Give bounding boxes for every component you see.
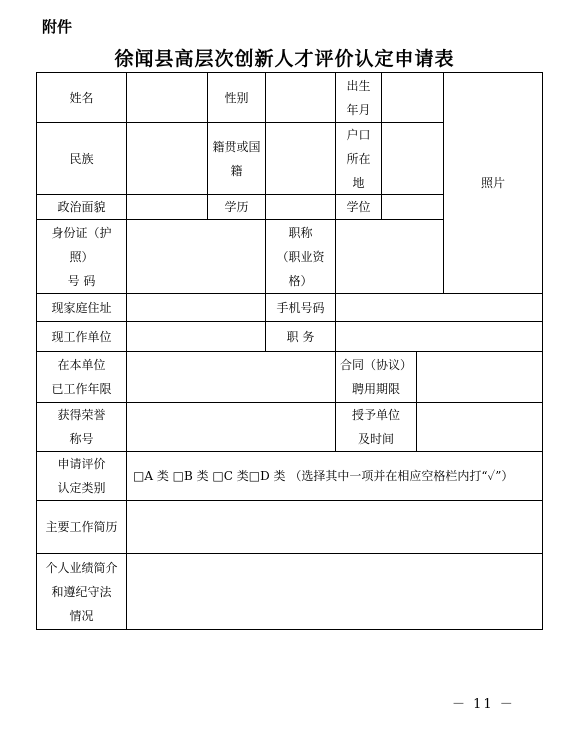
origin-field[interactable] [265,122,336,195]
label-political: 政治面貌 [36,194,127,220]
label-origin: 籍贯或国 籍 [207,122,266,195]
label-gender: 性别 [207,72,266,123]
label-employer: 现工作单位 [36,321,127,352]
political-field[interactable] [126,194,208,220]
label-category: 申请评价 认定类别 [36,451,127,501]
attachment-label: 附件 [42,18,73,36]
photo-box[interactable]: 照片 [443,72,543,294]
phone-field[interactable] [335,293,543,322]
hukou-field[interactable] [381,122,444,195]
honors-field[interactable] [126,402,336,452]
degree-field[interactable] [381,194,444,220]
resume-field[interactable] [126,500,543,554]
label-phone: 手机号码 [265,293,336,322]
performance-field[interactable] [126,553,543,630]
form-title: 徐闻县高层次创新人才评价认定申请表 [114,48,455,70]
label-award-unit: 授予单位 及时间 [335,402,417,452]
education-field[interactable] [265,194,336,220]
label-title: 职称 （职业资 格） [265,219,336,294]
birth-field[interactable] [381,72,444,123]
label-degree: 学位 [335,194,382,220]
label-education: 学历 [207,194,266,220]
position-field[interactable] [335,321,543,352]
years-field[interactable] [126,351,336,403]
label-id: 身份证（护照） 号 码 [36,219,127,294]
label-years: 在本单位 已工作年限 [36,351,127,403]
page-number: － 11 － [452,697,515,712]
gender-field[interactable] [265,72,336,123]
contract-field[interactable] [416,351,543,403]
id-field[interactable] [126,219,266,294]
employer-field[interactable] [126,321,266,352]
label-name: 姓名 [36,72,127,123]
category-options[interactable]: □A 类 □B 类 □C 类□D 类 （选择其中一项并在相应空格栏内打“✓”） [126,451,543,501]
label-hukou: 户口 所在 地 [335,122,382,195]
award-unit-field[interactable] [416,402,543,452]
label-resume: 主要工作简历 [36,500,127,554]
label-contract: 合同（协议） 聘用期限 [335,351,417,403]
title-field[interactable] [335,219,444,294]
address-field[interactable] [126,293,266,322]
label-honors: 获得荣誉 称号 [36,402,127,452]
label-position: 职 务 [265,321,336,352]
label-performance: 个人业绩简介 和遵纪守法 情况 [36,553,127,630]
label-ethnicity: 民族 [36,122,127,195]
ethnicity-field[interactable] [126,122,208,195]
label-address: 现家庭住址 [36,293,127,322]
name-field[interactable] [126,72,208,123]
label-birth: 出生 年月 [335,72,382,123]
